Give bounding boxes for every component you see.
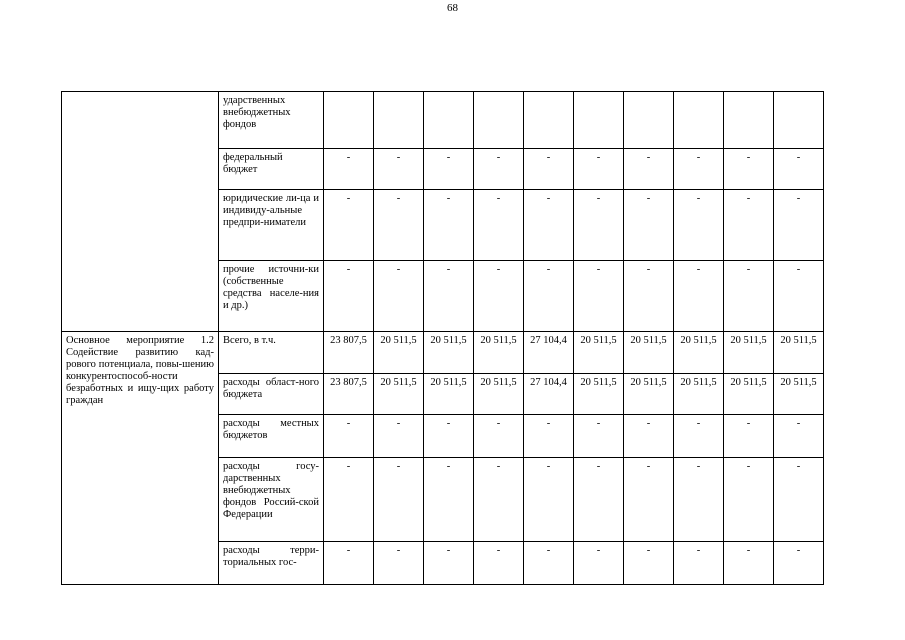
value-text: 23 807,5 (330, 335, 367, 346)
value-cell (524, 458, 574, 542)
funding-source-label: расходы местных бюджетов (223, 418, 319, 441)
value-text: - (346, 152, 351, 163)
value-cell (674, 92, 724, 149)
value-text: - (746, 193, 751, 204)
value-cell (624, 261, 674, 332)
value-cell (524, 542, 574, 585)
value-text: - (396, 193, 401, 204)
funding-source-label: федеральный бюджет (223, 152, 283, 175)
value-cell (424, 92, 474, 149)
funding-source-cell (219, 415, 324, 458)
value-text: 20 511,5 (380, 335, 417, 346)
value-cell (574, 261, 624, 332)
value-text: - (446, 152, 451, 163)
value-cell (574, 149, 624, 190)
value-text: 20 511,5 (580, 335, 617, 346)
value-text: 20 511,5 (630, 335, 667, 346)
value-cell (424, 374, 474, 415)
value-cell (724, 190, 774, 261)
value-cell (774, 332, 824, 374)
value-cell (374, 190, 424, 261)
value-cell (374, 149, 424, 190)
value-text: 20 511,5 (780, 335, 817, 346)
value-cell (624, 374, 674, 415)
funding-source-label: Всего, в т.ч. (223, 335, 276, 346)
value-text: - (496, 193, 501, 204)
value-text: - (696, 545, 701, 556)
value-text: - (646, 264, 651, 275)
value-cell (524, 332, 574, 374)
value-text: - (346, 264, 351, 275)
value-cell (624, 415, 674, 458)
value-cell (374, 458, 424, 542)
value-text: - (396, 461, 401, 472)
funding-source-cell (219, 374, 324, 415)
value-text: - (396, 152, 401, 163)
value-cell (574, 190, 624, 261)
value-text: - (546, 461, 551, 472)
value-text: - (496, 264, 501, 275)
value-text: - (546, 545, 551, 556)
value-cell (374, 332, 424, 374)
value-text: - (646, 152, 651, 163)
value-text: - (546, 152, 551, 163)
value-cell (774, 190, 824, 261)
funding-table-body (62, 92, 824, 585)
value-text: 20 511,5 (780, 377, 817, 388)
value-cell (374, 92, 424, 149)
value-cell (724, 332, 774, 374)
value-text: - (646, 461, 651, 472)
value-cell (324, 190, 374, 261)
value-text: - (796, 264, 801, 275)
value-cell (474, 190, 524, 261)
value-cell (524, 374, 574, 415)
value-cell (774, 374, 824, 415)
value-cell (474, 332, 524, 374)
value-cell (524, 92, 574, 149)
value-text: - (596, 193, 601, 204)
value-text: 20 511,5 (480, 377, 517, 388)
value-text: 27 104,4 (530, 335, 567, 346)
table-row (62, 92, 824, 149)
value-cell (424, 332, 474, 374)
funding-source-label: расходы госу-дарственных внебюджетных фондов Россий-ской Федерации (223, 461, 319, 520)
activity-title: Основное мероприятие 1.2 Содействие развитию кад-рового потенциала, повы-шению конкурентоспособ-ности безработных и ищу-щих работу граждан (66, 335, 214, 406)
funding-source-label: расходы терри-ториальных гос- (223, 545, 319, 568)
value-text: 27 104,4 (530, 377, 567, 388)
value-cell (424, 190, 474, 261)
value-text: 20 511,5 (380, 377, 417, 388)
value-text: - (596, 461, 601, 472)
funding-source-cell (219, 149, 324, 190)
value-text: 20 511,5 (630, 377, 667, 388)
value-text: - (746, 264, 751, 275)
value-text: - (746, 418, 751, 429)
value-cell (574, 458, 624, 542)
value-cell (674, 261, 724, 332)
funding-table (61, 91, 824, 585)
value-cell (574, 92, 624, 149)
value-text: - (746, 152, 751, 163)
value-text: - (696, 264, 701, 275)
value-text: - (596, 152, 601, 163)
activity-cell (62, 332, 219, 585)
value-cell (724, 374, 774, 415)
funding-source-label: ударственных внебюджетных фондов (223, 95, 291, 130)
value-cell (474, 261, 524, 332)
value-text: - (446, 264, 451, 275)
value-text: 20 511,5 (730, 335, 767, 346)
value-text: - (746, 461, 751, 472)
value-text: 20 511,5 (580, 377, 617, 388)
value-cell (774, 149, 824, 190)
value-cell (324, 92, 374, 149)
value-text: - (646, 193, 651, 204)
value-cell (724, 542, 774, 585)
value-text: - (696, 193, 701, 204)
funding-source-cell (219, 190, 324, 261)
value-cell (774, 415, 824, 458)
value-cell (374, 542, 424, 585)
value-text: 20 511,5 (680, 335, 717, 346)
value-text: - (396, 418, 401, 429)
value-cell (324, 149, 374, 190)
value-cell (424, 542, 474, 585)
value-text: - (746, 545, 751, 556)
value-text: - (596, 545, 601, 556)
value-cell (374, 415, 424, 458)
funding-source-cell (219, 261, 324, 332)
value-cell (424, 149, 474, 190)
value-cell (324, 458, 374, 542)
value-cell (324, 374, 374, 415)
value-text: - (796, 461, 801, 472)
value-cell (674, 415, 724, 458)
value-text: 20 511,5 (430, 335, 467, 346)
table-row (62, 332, 824, 374)
value-text: - (346, 193, 351, 204)
page-number: 68 (447, 2, 458, 14)
value-cell (624, 542, 674, 585)
value-text: - (796, 193, 801, 204)
value-cell (474, 415, 524, 458)
value-cell (524, 261, 574, 332)
value-text: - (496, 152, 501, 163)
value-text: - (646, 545, 651, 556)
value-cell (674, 542, 724, 585)
value-cell (574, 542, 624, 585)
value-text: - (696, 461, 701, 472)
value-text: 20 511,5 (480, 335, 517, 346)
value-text: - (646, 418, 651, 429)
value-cell (574, 332, 624, 374)
value-cell (424, 415, 474, 458)
value-text: - (346, 461, 351, 472)
value-cell (474, 92, 524, 149)
value-text: - (346, 545, 351, 556)
value-cell (324, 261, 374, 332)
value-text: - (346, 418, 351, 429)
value-cell (674, 149, 724, 190)
value-text: - (446, 193, 451, 204)
value-cell (774, 542, 824, 585)
value-text: - (796, 152, 801, 163)
value-text: - (796, 418, 801, 429)
value-text: - (596, 418, 601, 429)
value-text: - (696, 418, 701, 429)
value-cell (624, 190, 674, 261)
value-cell (374, 374, 424, 415)
value-text: - (796, 545, 801, 556)
value-text: 23 807,5 (330, 377, 367, 388)
value-text: - (546, 193, 551, 204)
value-cell (674, 190, 724, 261)
value-cell (724, 92, 774, 149)
value-text: - (496, 461, 501, 472)
value-cell (474, 542, 524, 585)
value-cell (674, 458, 724, 542)
value-cell (674, 374, 724, 415)
funding-source-cell (219, 332, 324, 374)
value-cell (524, 149, 574, 190)
funding-source-cell (219, 542, 324, 585)
value-cell (324, 542, 374, 585)
value-cell (624, 149, 674, 190)
value-cell (724, 149, 774, 190)
value-cell (724, 458, 774, 542)
value-text: - (446, 545, 451, 556)
activity-cell-continued (62, 92, 219, 332)
funding-source-label: расходы област-ного бюджета (223, 377, 319, 400)
value-cell (624, 332, 674, 374)
value-text: - (496, 418, 501, 429)
funding-source-label: прочие источни-ки (собственные средства населе-ния и др.) (223, 264, 319, 311)
value-cell (774, 92, 824, 149)
value-cell (774, 261, 824, 332)
value-text: - (546, 264, 551, 275)
value-cell (724, 261, 774, 332)
funding-source-label: юридические ли-ца и индивиду-альные предпри-ниматели (223, 193, 319, 228)
value-text: - (396, 545, 401, 556)
value-cell (474, 149, 524, 190)
value-cell (424, 261, 474, 332)
value-cell (624, 458, 674, 542)
value-text: - (396, 264, 401, 275)
value-text: - (596, 264, 601, 275)
value-text: - (446, 461, 451, 472)
funding-source-cell (219, 92, 324, 149)
value-text: 20 511,5 (430, 377, 467, 388)
value-cell (524, 190, 574, 261)
value-cell (574, 415, 624, 458)
value-text: - (546, 418, 551, 429)
value-cell (624, 92, 674, 149)
value-cell (474, 458, 524, 542)
value-cell (374, 261, 424, 332)
value-cell (424, 458, 474, 542)
value-cell (774, 458, 824, 542)
value-text: 20 511,5 (680, 377, 717, 388)
value-cell (674, 332, 724, 374)
value-cell (724, 415, 774, 458)
value-cell (524, 415, 574, 458)
value-cell (574, 374, 624, 415)
value-cell (324, 415, 374, 458)
value-text: - (696, 152, 701, 163)
value-text: - (496, 545, 501, 556)
funding-source-cell (219, 458, 324, 542)
value-text: - (446, 418, 451, 429)
value-text: 20 511,5 (730, 377, 767, 388)
value-cell (474, 374, 524, 415)
value-cell (324, 332, 374, 374)
